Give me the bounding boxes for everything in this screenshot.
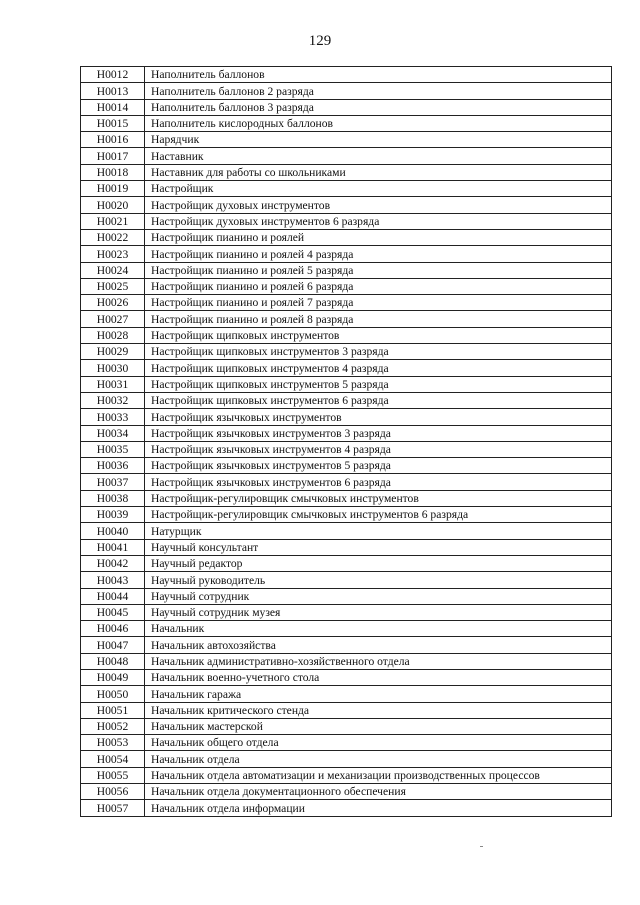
table-row <box>81 555 612 571</box>
occupation-name: Начальник отдела <box>145 751 612 767</box>
occupation-code: H0041 <box>81 539 145 555</box>
occupation-name: Начальник отдела информации <box>145 800 612 816</box>
occupation-code: H0033 <box>81 409 145 425</box>
table-row <box>81 67 612 83</box>
occupation-code: H0017 <box>81 148 145 164</box>
table-row <box>81 621 612 637</box>
occupation-name: Настройщик пианино и роялей 6 разряда <box>145 278 612 294</box>
occupation-code: H0037 <box>81 474 145 490</box>
table-row <box>81 83 612 99</box>
occupation-name: Начальник административно-хозяйственного отдела <box>145 653 612 669</box>
table-row <box>81 458 612 474</box>
occupation-name: Наполнитель баллонов <box>145 67 612 83</box>
table-row <box>81 344 612 360</box>
occupation-name: Настройщик духовых инструментов <box>145 197 612 213</box>
occupation-name: Настройщик <box>145 181 612 197</box>
occupation-name: Начальник критического стенда <box>145 702 612 718</box>
occupation-code: H0051 <box>81 702 145 718</box>
occupation-code: H0053 <box>81 735 145 751</box>
occupation-name: Настройщик язычковых инструментов 4 разряда <box>145 441 612 457</box>
table-row <box>81 735 612 751</box>
occupation-code: H0022 <box>81 229 145 245</box>
table-row <box>81 425 612 441</box>
occupation-name: Начальник общего отдела <box>145 735 612 751</box>
table-row <box>81 376 612 392</box>
occupation-name: Начальник военно-учетного стола <box>145 669 612 685</box>
occupation-name: Настройщик пианино и роялей 8 разряда <box>145 311 612 327</box>
occupation-code: H0047 <box>81 637 145 653</box>
table-row <box>81 295 612 311</box>
occupation-name: Натурщик <box>145 523 612 539</box>
occupation-name: Настройщик щипковых инструментов 6 разряда <box>145 392 612 408</box>
table-row <box>81 197 612 213</box>
table-row <box>81 604 612 620</box>
occupation-name: Настройщик пианино и роялей 4 разряда <box>145 246 612 262</box>
occupation-name: Начальник автохозяйства <box>145 637 612 653</box>
occupation-name: Настройщик щипковых инструментов <box>145 327 612 343</box>
occupation-name: Настройщик пианино и роялей 5 разряда <box>145 262 612 278</box>
occupation-name: Начальник отдела документационного обеспечения <box>145 784 612 800</box>
table-row <box>81 669 612 685</box>
occupation-name: Настройщик-регулировщик смычковых инструментов 6 разряда <box>145 507 612 523</box>
occupation-code: H0025 <box>81 278 145 294</box>
occupation-code: H0028 <box>81 327 145 343</box>
table-row <box>81 164 612 180</box>
occupation-name: Научный руководитель <box>145 572 612 588</box>
table-row <box>81 800 612 816</box>
occupation-name: Научный сотрудник <box>145 588 612 604</box>
table-row <box>81 213 612 229</box>
occupation-name: Настройщик язычковых инструментов 5 разряда <box>145 458 612 474</box>
occupation-code: H0057 <box>81 800 145 816</box>
table-row <box>81 392 612 408</box>
table-row <box>81 539 612 555</box>
occupation-name: Начальник мастерской <box>145 718 612 734</box>
table-row <box>81 148 612 164</box>
table-row <box>81 507 612 523</box>
occupation-code: H0012 <box>81 67 145 83</box>
occupation-name: Начальник отдела автоматизации и механизации производственных процессов <box>145 767 612 783</box>
table-row <box>81 523 612 539</box>
occupation-name: Наставник <box>145 148 612 164</box>
table-row <box>81 751 612 767</box>
occupation-code: H0054 <box>81 751 145 767</box>
occupation-name: Настройщик духовых инструментов 6 разряда <box>145 213 612 229</box>
occupation-code: H0055 <box>81 767 145 783</box>
occupation-name: Настройщик пианино и роялей <box>145 229 612 245</box>
occupation-name: Наставник для работы со школьниками <box>145 164 612 180</box>
occupation-code: H0013 <box>81 83 145 99</box>
occupation-code: H0045 <box>81 604 145 620</box>
occupation-name: Настройщик язычковых инструментов 3 разряда <box>145 425 612 441</box>
occupation-code: H0034 <box>81 425 145 441</box>
occupation-code: H0049 <box>81 669 145 685</box>
table-row <box>81 637 612 653</box>
occupation-code: H0048 <box>81 653 145 669</box>
occupation-name: Настройщик язычковых инструментов <box>145 409 612 425</box>
table-row <box>81 572 612 588</box>
occupation-code: H0026 <box>81 295 145 311</box>
occupation-name: Нарядчик <box>145 132 612 148</box>
occupation-code: H0032 <box>81 392 145 408</box>
occupation-name: Наполнитель баллонов 3 разряда <box>145 99 612 115</box>
table-row <box>81 702 612 718</box>
occupation-name: Наполнитель баллонов 2 разряда <box>145 83 612 99</box>
occupation-name: Наполнитель кислородных баллонов <box>145 115 612 131</box>
table-row <box>81 686 612 702</box>
page-number: 129 <box>308 33 332 49</box>
occupation-code: H0036 <box>81 458 145 474</box>
table-row <box>81 653 612 669</box>
scan-mark <box>480 846 483 847</box>
table-row <box>81 278 612 294</box>
occupation-name: Настройщик щипковых инструментов 5 разряда <box>145 376 612 392</box>
table-row <box>81 262 612 278</box>
occupation-code: H0031 <box>81 376 145 392</box>
occupation-code: H0035 <box>81 441 145 457</box>
occupation-name: Настройщик пианино и роялей 7 разряда <box>145 295 612 311</box>
occupation-code: H0030 <box>81 360 145 376</box>
occupation-table <box>80 66 612 817</box>
table-row <box>81 229 612 245</box>
occupation-name: Настройщик щипковых инструментов 4 разряда <box>145 360 612 376</box>
occupation-name: Начальник гаража <box>145 686 612 702</box>
occupation-code: H0052 <box>81 718 145 734</box>
occupation-code: H0044 <box>81 588 145 604</box>
table-row <box>81 181 612 197</box>
occupation-code: H0018 <box>81 164 145 180</box>
occupation-code: H0043 <box>81 572 145 588</box>
table-row <box>81 784 612 800</box>
occupation-code: H0050 <box>81 686 145 702</box>
occupation-name: Начальник <box>145 621 612 637</box>
occupation-code: H0015 <box>81 115 145 131</box>
occupation-code: H0019 <box>81 181 145 197</box>
occupation-code: H0039 <box>81 507 145 523</box>
table-row <box>81 441 612 457</box>
table-row <box>81 115 612 131</box>
table-row <box>81 327 612 343</box>
occupation-name: Научный сотрудник музея <box>145 604 612 620</box>
table-row <box>81 132 612 148</box>
table-row <box>81 767 612 783</box>
occupation-code: H0046 <box>81 621 145 637</box>
table-row <box>81 718 612 734</box>
occupation-name: Научный редактор <box>145 555 612 571</box>
table-row <box>81 409 612 425</box>
occupation-code: H0042 <box>81 555 145 571</box>
occupation-name: Настройщик-регулировщик смычковых инструментов <box>145 490 612 506</box>
occupation-name: Настройщик щипковых инструментов 3 разряда <box>145 344 612 360</box>
occupation-name: Научный консультант <box>145 539 612 555</box>
occupation-code: H0038 <box>81 490 145 506</box>
occupation-code: H0040 <box>81 523 145 539</box>
table-row <box>81 311 612 327</box>
occupation-code: H0029 <box>81 344 145 360</box>
occupation-code: H0056 <box>81 784 145 800</box>
table-row <box>81 246 612 262</box>
occupation-name: Настройщик язычковых инструментов 6 разряда <box>145 474 612 490</box>
table-row <box>81 99 612 115</box>
occupation-code: H0014 <box>81 99 145 115</box>
occupation-code: H0027 <box>81 311 145 327</box>
table-row <box>81 490 612 506</box>
table-row <box>81 588 612 604</box>
occupation-code: H0021 <box>81 213 145 229</box>
occupation-code: H0024 <box>81 262 145 278</box>
occupation-code: H0023 <box>81 246 145 262</box>
occupation-code: H0016 <box>81 132 145 148</box>
table-row <box>81 360 612 376</box>
occupation-code: H0020 <box>81 197 145 213</box>
table-row <box>81 474 612 490</box>
